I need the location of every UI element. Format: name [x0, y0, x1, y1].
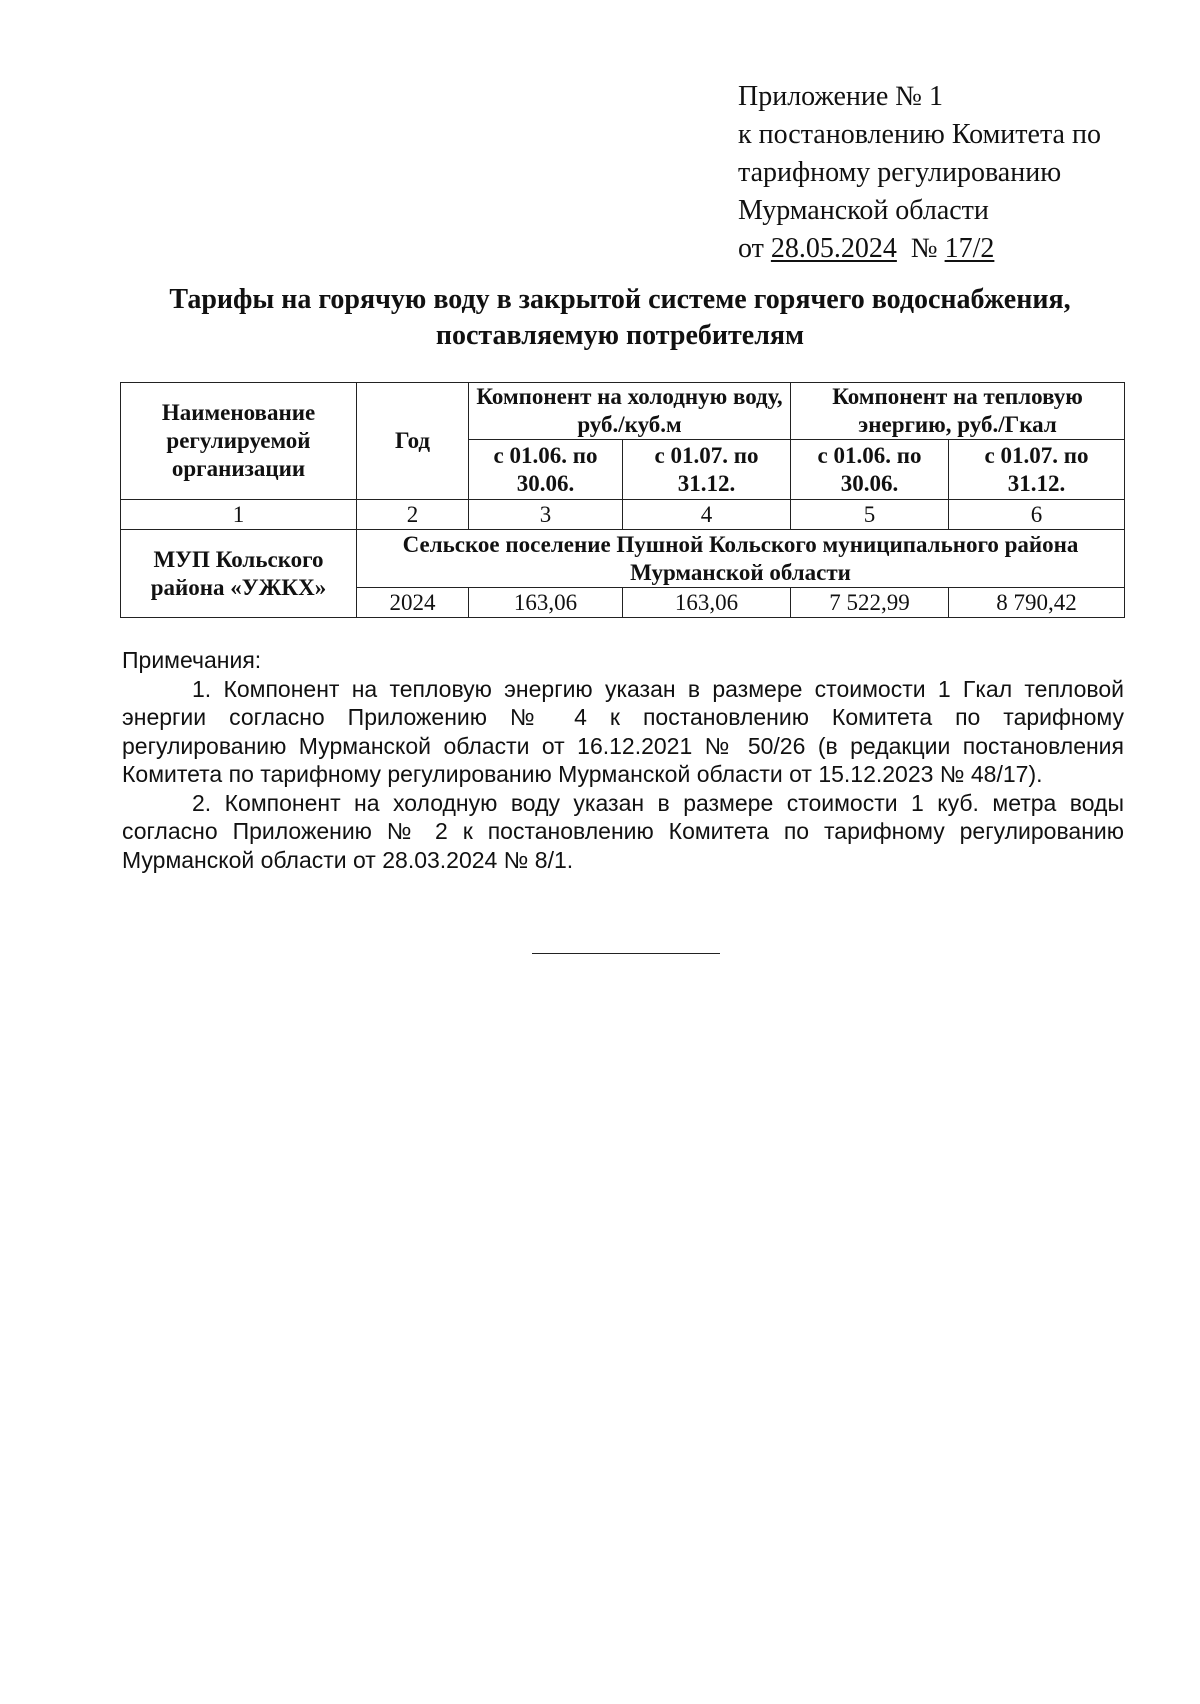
appendix-line-4: Мурманской области	[738, 195, 989, 226]
number-prefix: №	[910, 233, 938, 264]
heat-value-2: 8 790,42	[949, 588, 1125, 618]
column-number: 5	[791, 500, 949, 530]
resolution-number: 17/2	[944, 233, 995, 264]
organization-name: МУП Кольского района «УЖКХ»	[121, 530, 357, 618]
closing-divider	[532, 953, 720, 954]
header-period-4: с 01.07. по 31.12.	[949, 440, 1125, 500]
appendix-header	[738, 78, 1101, 268]
appendix-date-line	[738, 230, 1101, 268]
resolution-date: 28.05.2024	[770, 233, 897, 264]
document-title	[120, 282, 1120, 354]
settlement-row	[121, 530, 1125, 588]
header-year: Год	[357, 383, 469, 500]
header-period-1: с 01.06. по 30.06.	[469, 440, 623, 500]
notes-section	[122, 646, 1124, 874]
header-period-3: с 01.06. по 30.06.	[791, 440, 949, 500]
cold-water-value-2: 163,06	[623, 588, 791, 618]
column-number: 6	[949, 500, 1125, 530]
heat-value-1: 7 522,99	[791, 588, 949, 618]
year-value: 2024	[357, 588, 469, 618]
appendix-line-1: Приложение № 1	[738, 81, 943, 112]
notes-heading: Примечания:	[122, 647, 262, 673]
date-prefix: от	[738, 233, 764, 264]
cold-water-value-1: 163,06	[469, 588, 623, 618]
appendix-line-2: к постановлению Комитета по	[738, 119, 1101, 150]
column-number-row	[121, 500, 1125, 530]
note-1: 1. Компонент на тепловую энергию указан в размере стоимости 1 Гкал тепловой энергии согласно Приложению № 4 к постановлению Комитета по тарифному регулированию Мурманской области от 16.12.2021 № 50/26 (в редакции постановления Комитета по тарифному регулированию Мурманской области от 15.12.2023 № 48/17).	[122, 675, 1124, 787]
header-cold-water: Компонент на холодную воду, руб./куб.м	[469, 383, 791, 440]
title-line-2: поставляемую потребителям	[435, 320, 805, 351]
column-number: 1	[121, 500, 357, 530]
header-org: Наименование регулируемой организации	[121, 383, 357, 500]
column-number: 3	[469, 500, 623, 530]
settlement-name: Сельское поселение Пушной Кольского муниципального района Мурманской области	[357, 530, 1125, 588]
column-number: 4	[623, 500, 791, 530]
header-heat: Компонент на тепловую энергию, руб./Гкал	[791, 383, 1125, 440]
note-2: 2. Компонент на холодную воду указан в размере стоимости 1 куб. метра воды согласно Приложению № 2 к постановлению Комитета по тарифному регулированию Мурманской области от 28.03.2024 № 8/1.	[122, 789, 1124, 873]
table-header-row	[121, 383, 1125, 440]
appendix-line-3: тарифному регулированию	[738, 157, 1062, 188]
column-number: 2	[357, 500, 469, 530]
header-period-2: с 01.07. по 31.12.	[623, 440, 791, 500]
title-line-1: Тарифы на горячую воду в закрытой системе горячего водоснабжения,	[169, 284, 1071, 315]
tariff-table	[120, 382, 1125, 618]
